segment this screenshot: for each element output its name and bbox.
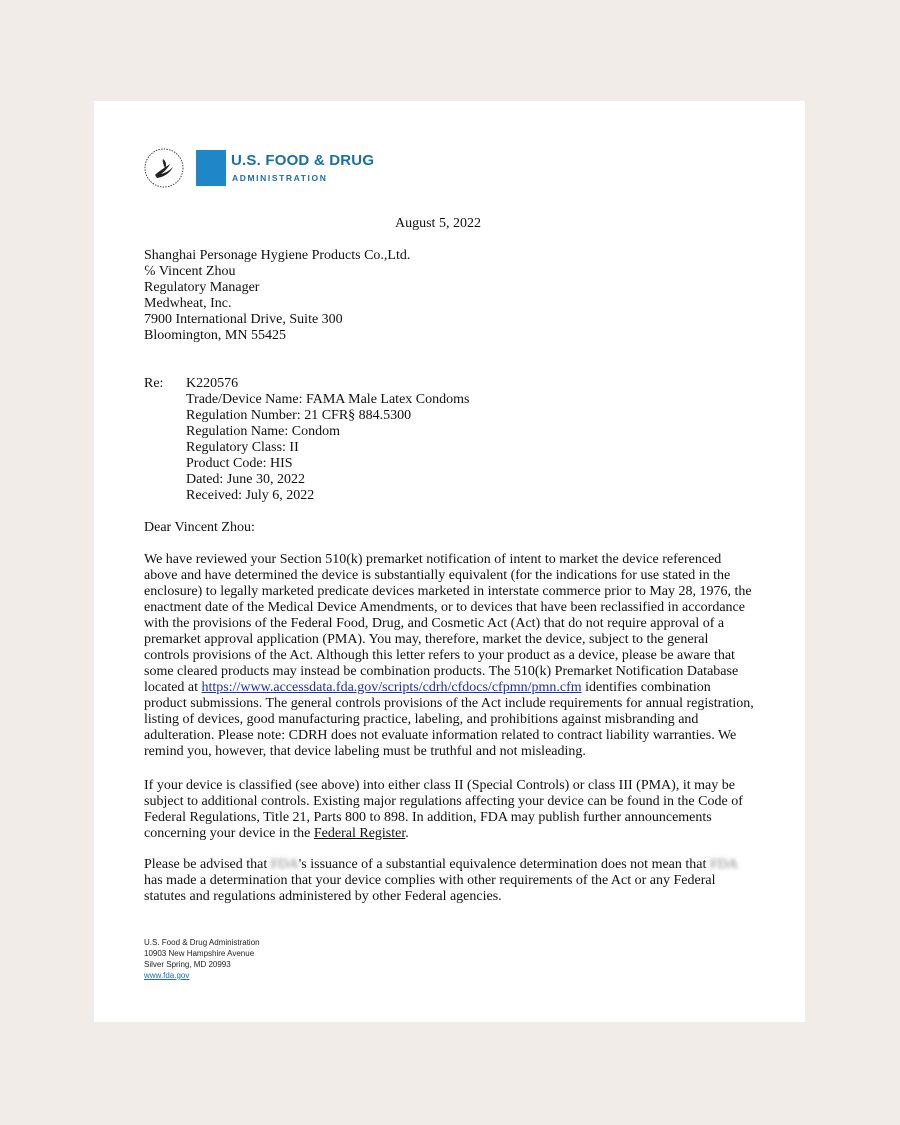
para-line: adulteration. Please note: CDRH does not evaluate information related to contract liability warranties. We xyxy=(144,728,737,743)
fda-logo-box xyxy=(196,150,226,186)
para-line: subject to additional controls. Existing major regulations affecting your device can be found in the Code of xyxy=(144,794,743,809)
link-prefix: located at xyxy=(144,680,202,695)
para-line: statutes and regulations administered by other Federal agencies. xyxy=(144,889,502,904)
address-line: 7900 International Drive, Suite 300 xyxy=(144,312,343,327)
para-line: controls provisions of the Act. Although this letter refers to your product as a device, please be aware that xyxy=(144,648,735,663)
address-line: Bloomington, MN 55425 xyxy=(144,328,286,343)
link-suffix: identifies combination xyxy=(581,680,711,695)
paragraph-2 xyxy=(144,778,743,842)
para-line: If your device is classified (see above) into either class II (Special Controls) or class III (PMA), it may be xyxy=(144,778,735,793)
agency-subtitle: ADMINISTRATION xyxy=(232,173,328,183)
re-line: Received: July 6, 2022 xyxy=(186,488,315,503)
footer-street: 10903 New Hampshire Avenue xyxy=(144,949,255,958)
para-line xyxy=(144,826,743,842)
para-line: We have reviewed your Section 510(k) premarket notification of intent to market the device referenced xyxy=(144,552,722,567)
re-line: Product Code: HIS xyxy=(186,456,293,471)
para-line xyxy=(144,857,738,873)
salutation-text: Dear Vincent Zhou: xyxy=(144,520,255,535)
para3-text-a: Please be advised that xyxy=(144,857,271,872)
recipient-address xyxy=(144,248,410,344)
re-label: Re: xyxy=(144,376,164,391)
re-line: Trade/Device Name: FAMA Male Latex Condoms xyxy=(186,392,470,407)
paragraph-3 xyxy=(144,857,738,905)
address-line: Regulatory Manager xyxy=(144,280,260,295)
para-line: above and have determined the device is substantially equivalent (for the indications for use stated in the xyxy=(144,568,731,583)
address-line: ℅ Vincent Zhou xyxy=(144,264,236,279)
re-line: Regulation Number: 21 CFR§ 884.5300 xyxy=(186,408,412,423)
para-line-with-link xyxy=(144,680,754,696)
salutation xyxy=(144,520,255,536)
pmn-database-link[interactable]: https://www.accessdata.fda.gov/scripts/cdrh/cfdocs/cfpmn/pmn.cfm xyxy=(201,680,582,695)
para-line: enactment date of the Medical Device Amendments, or to devices that have been reclassified in accordance xyxy=(144,600,745,615)
para-line: has made a determination that your device complies with other requirements of the Act or any Federal xyxy=(144,873,716,888)
para-line: listing of devices, good manufacturing practice, labeling, and prohibitions against misbranding and xyxy=(144,712,699,727)
letter-date: August 5, 2022 xyxy=(395,216,481,231)
agency-name: U.S. FOOD & DRUG xyxy=(231,152,375,169)
re-line: Regulatory Class: II xyxy=(186,440,299,455)
re-line: Regulation Name: Condom xyxy=(186,424,340,439)
footer-city: Silver Spring, MD 20993 xyxy=(144,960,231,969)
address-line: Shanghai Personage Hygiene Products Co.,Ltd. xyxy=(144,248,411,263)
letterhead-logo xyxy=(143,147,403,197)
para-line: some cleared products may instead be combination products. The 510(k) Premarket Notification Database xyxy=(144,664,739,679)
address-line: Medwheat, Inc. xyxy=(144,296,232,311)
para3-text-b: 's issuance of a substantial equivalence determination does not mean that xyxy=(298,857,710,872)
letter-page xyxy=(94,101,805,1022)
period: . xyxy=(405,826,409,841)
footer-org: U.S. Food & Drug Administration xyxy=(144,938,260,947)
re-details xyxy=(186,376,469,504)
re-line: Dated: June 30, 2022 xyxy=(186,472,305,487)
para-line: product submissions. The general controls provisions of the Act include requirements for annual registration, xyxy=(144,696,754,711)
federal-register-text: Federal Register xyxy=(313,826,406,841)
footer-website-link[interactable]: www.fda.gov xyxy=(144,971,190,980)
para-line: Federal Regulations, Title 21, Parts 800 to 898. In addition, FDA may publish further announcements xyxy=(144,810,712,825)
footer-address xyxy=(144,937,260,981)
paragraph-1 xyxy=(144,552,754,760)
redacted-text: FDA xyxy=(270,857,299,872)
redacted-text: FDA xyxy=(709,857,738,872)
hhs-seal-icon xyxy=(143,147,185,189)
para-line: remind you, however, that device labeling must be truthful and not misleading. xyxy=(144,744,586,759)
federal-register-prefix: concerning your device in the xyxy=(144,826,314,841)
re-line: K220576 xyxy=(186,376,239,391)
para-line: with the provisions of the Federal Food, Drug, and Cosmetic Act (Act) that do not require approval of a xyxy=(144,616,725,631)
para-line: enclosure) to legally marketed predicate devices marketed in interstate commerce prior to May 28, 1976, the xyxy=(144,584,752,599)
para-line: premarket approval application (PMA). You may, therefore, market the device, subject to the general xyxy=(144,632,709,647)
